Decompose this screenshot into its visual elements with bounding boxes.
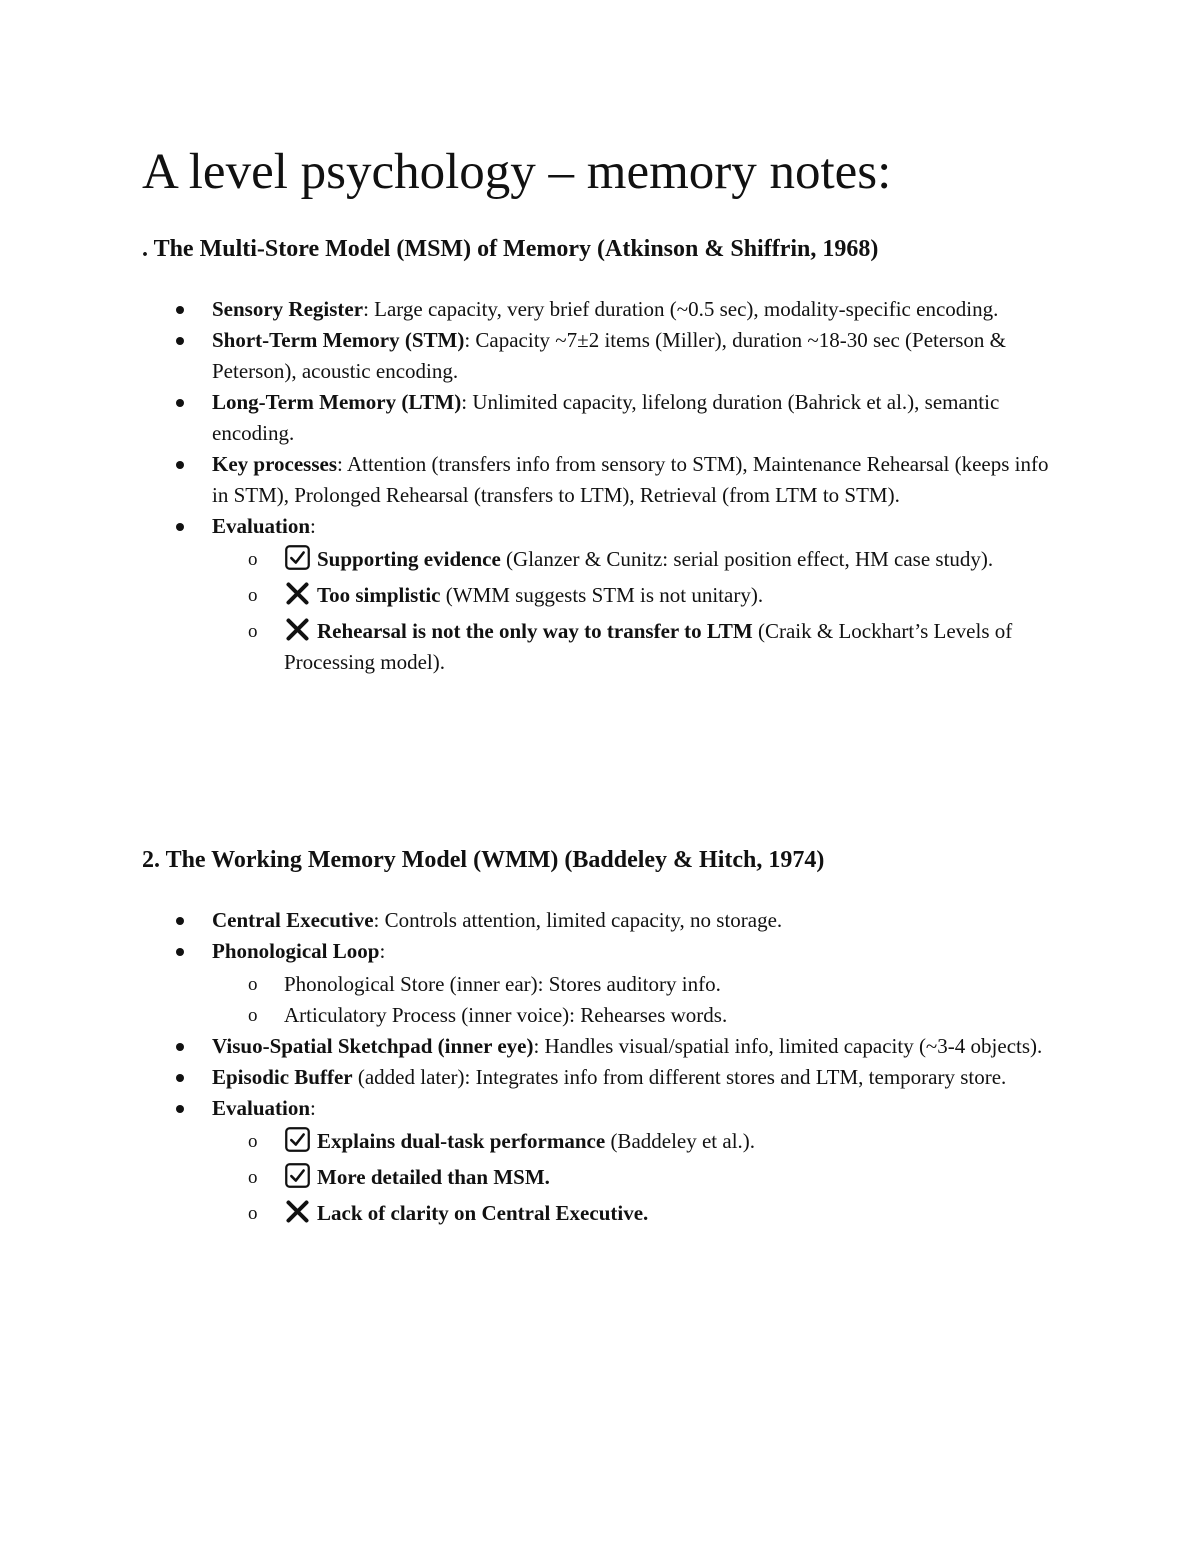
list-item bbox=[142, 449, 1062, 511]
circle-bullet-icon: o bbox=[248, 585, 258, 606]
item-term: Evaluation bbox=[212, 1096, 311, 1120]
item-term: Visuo-Spatial Sketchpad (inner eye) bbox=[212, 1034, 534, 1058]
list-item bbox=[142, 294, 1062, 325]
bullet-icon bbox=[176, 917, 184, 925]
bullet-icon bbox=[176, 1105, 184, 1113]
bullet-icon bbox=[176, 306, 184, 314]
section-wmm bbox=[142, 843, 1062, 1234]
list-item bbox=[142, 325, 1062, 387]
evaluation-item bbox=[212, 1198, 1062, 1229]
item-term: Short-Term Memory (STM) bbox=[212, 328, 465, 352]
evaluation-point: Too simplistic bbox=[317, 583, 441, 607]
circle-bullet-icon: o bbox=[248, 974, 258, 995]
bullet-icon bbox=[176, 948, 184, 956]
evaluation-list bbox=[212, 544, 1062, 678]
bullet-icon bbox=[176, 1074, 184, 1082]
item-text: : Attention (transfers info from sensory to STM), Maintenance Rehearsal (keeps info in STM), Prolonged Rehearsal (transfers to LTM), Retrieval (from LTM to STM). bbox=[212, 452, 1049, 507]
list-item bbox=[142, 387, 1062, 449]
item-text: : Capacity ~7±2 items (Miller), duration ~18-30 sec (Peterson & Peterson), acoustic encoding. bbox=[212, 328, 1006, 383]
cross-icon bbox=[284, 1198, 311, 1225]
sub-list-item bbox=[212, 969, 1062, 1000]
item-text: (added later): Integrates info from different stores and LTM, temporary store. bbox=[352, 1065, 1007, 1089]
evaluation-list bbox=[212, 1126, 1062, 1229]
circle-bullet-icon: o bbox=[248, 549, 258, 570]
evaluation-item bbox=[212, 1162, 1062, 1193]
bullet-icon bbox=[176, 523, 184, 531]
evaluation-detail: (WMM suggests STM is not unitary). bbox=[440, 583, 764, 607]
circle-bullet-icon: o bbox=[248, 621, 258, 642]
item-text: : Handles visual/spatial info, limited capacity (~3-4 objects). bbox=[533, 1034, 1043, 1058]
item-text: : Large capacity, very brief duration (~0.5 sec), modality-specific encoding. bbox=[363, 297, 999, 321]
sub-item-text: Articulatory Process (inner voice): Rehearses words. bbox=[284, 1003, 728, 1027]
item-term: Central Executive bbox=[212, 908, 374, 932]
evaluation-detail: (Craik & Lockhart’s Levels of Processing model). bbox=[284, 619, 1013, 674]
bullet-icon bbox=[176, 461, 184, 469]
circle-bullet-icon: o bbox=[248, 1131, 258, 1152]
section-heading: 2. The Working Memory Model (WMM) (Baddeley & Hitch, 1974) bbox=[142, 847, 825, 873]
item-term: Key processes bbox=[212, 452, 338, 476]
evaluation-point: Supporting evidence bbox=[317, 547, 501, 571]
evaluation-point: Rehearsal is not the only way to transfer to LTM bbox=[317, 619, 753, 643]
evaluation-point: More detailed than MSM. bbox=[317, 1165, 550, 1189]
sub-list bbox=[212, 969, 1062, 1031]
bullet-icon bbox=[176, 399, 184, 407]
list-item bbox=[142, 1031, 1062, 1062]
item-term: Episodic Buffer bbox=[212, 1065, 353, 1089]
list-item bbox=[142, 936, 1062, 1031]
item-text: : bbox=[379, 939, 386, 963]
evaluation-item bbox=[212, 580, 1062, 611]
item-term: Evaluation bbox=[212, 514, 311, 538]
item-term: Phonological Loop bbox=[212, 939, 380, 963]
evaluation-item bbox=[212, 544, 1062, 575]
evaluation-point: Lack of clarity on Central Executive. bbox=[317, 1201, 649, 1225]
cross-icon bbox=[284, 616, 311, 643]
bullet-list bbox=[142, 905, 1062, 1229]
evaluation-point: Explains dual-task performance bbox=[317, 1129, 606, 1153]
evaluation-item bbox=[212, 1126, 1062, 1157]
bullet-list bbox=[142, 294, 1062, 678]
item-term: Sensory Register bbox=[212, 297, 364, 321]
cross-icon bbox=[284, 580, 311, 607]
circle-bullet-icon: o bbox=[248, 1005, 258, 1026]
page-title: A level psychology – memory notes: bbox=[142, 144, 892, 200]
bullet-icon bbox=[176, 337, 184, 345]
check-box-icon bbox=[284, 1126, 311, 1153]
list-item bbox=[142, 1093, 1062, 1229]
evaluation-detail: (Glanzer & Cunitz: serial position effect, HM case study). bbox=[500, 547, 994, 571]
item-term: Long-Term Memory (LTM) bbox=[212, 390, 462, 414]
circle-bullet-icon: o bbox=[248, 1203, 258, 1224]
item-text: : Unlimited capacity, lifelong duration (Bahrick et al.), semantic encoding. bbox=[212, 390, 1000, 445]
list-item bbox=[142, 511, 1062, 678]
list-item bbox=[142, 1062, 1062, 1093]
item-text: : Controls attention, limited capacity, no storage. bbox=[373, 908, 783, 932]
bullet-icon bbox=[176, 1043, 184, 1051]
section-heading: . The Multi-Store Model (MSM) of Memory (Atkinson & Shiffrin, 1968) bbox=[142, 236, 879, 262]
evaluation-detail: (Baddeley et al.). bbox=[605, 1129, 756, 1153]
section-msm bbox=[142, 232, 1062, 683]
sub-item-text: Phonological Store (inner ear): Stores auditory info. bbox=[284, 972, 721, 996]
item-text: : bbox=[310, 514, 316, 538]
item-text: : bbox=[310, 1096, 316, 1120]
circle-bullet-icon: o bbox=[248, 1167, 258, 1188]
check-box-icon bbox=[284, 1162, 311, 1189]
sub-list-item bbox=[212, 1000, 1062, 1031]
list-item bbox=[142, 905, 1062, 936]
check-box-icon bbox=[284, 544, 311, 571]
evaluation-item bbox=[212, 616, 1062, 678]
